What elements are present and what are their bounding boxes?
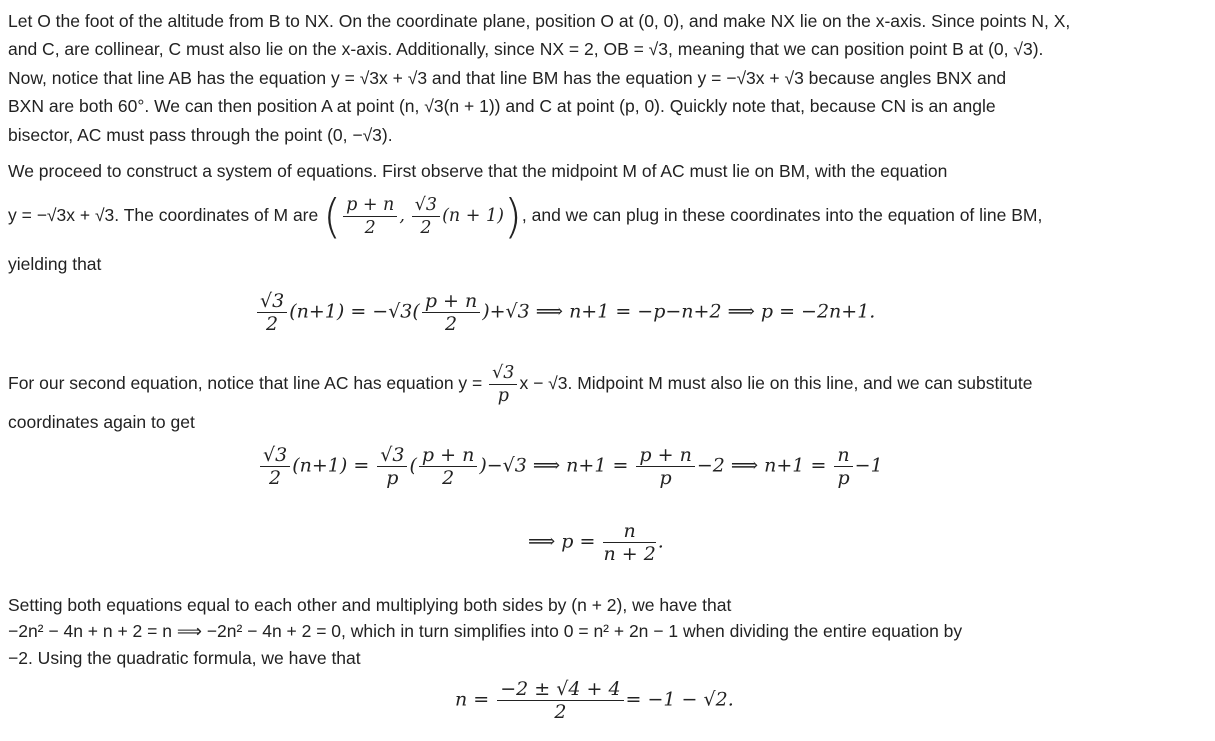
eq3-part-a: ⟹ p = [528,530,596,553]
paragraph-4-line-3: −2. Using the quadratic formula, we have that [8,648,361,668]
open-paren: ( [323,189,342,244]
m-coord-x-numerator: p + n [343,194,397,217]
eq2-num-1: √3 [260,444,290,467]
paragraph-2-line-2-text-b: , and we can plug in these coordinates into the equation of line BM, [521,205,1043,225]
eq4-numerator: −2 ± √4 + 4 [497,678,623,701]
ac-slope-denominator: p [497,385,509,406]
paragraph-4-line-1: Setting both equations equal to each other and multiplying both sides by (n + 2), we have that [8,595,732,615]
eq2-num-5: n [834,444,852,467]
eq1-pn-denominator: 2 [444,313,458,335]
ac-slope-numerator: √3 [489,362,517,385]
paragraph-2-line-3: yielding that [8,254,102,274]
m-coord-y-tail: (n + 1) [442,206,504,226]
eq2-num-4: p + n [636,444,694,467]
eq3-fraction [603,520,655,565]
eq3-denominator: n + 2 [603,543,656,565]
paragraph-3-line-1-text-b: x − √3. Midpoint M must also lie on this line, and we can substitute [519,373,1033,393]
comma: , [399,206,405,226]
eq2-num-2: √3 [377,444,407,467]
paragraph-2-line-2 [8,189,1043,244]
eq1-part-b: )+√3 ⟹ n+1 = −p−n+2 ⟹ p = −2n+1. [482,300,876,323]
eq1-part-a: (n+1) = −√3( [289,300,420,323]
eq1-numerator: √3 [257,290,287,313]
eq4-part-a: n = [455,688,490,711]
eq2-den-1: 2 [269,467,282,489]
eq2-fraction-n-over-p [834,444,852,489]
paragraph-1-line-3: Now, notice that line AB has the equation y = √3x + √3 and that line BM has the equation y = −√3x + √3 because angles BNX and [8,68,1007,88]
equation-3 [528,520,664,565]
eq2-den-3: 2 [442,467,455,489]
m-coord-y-fraction [412,194,440,239]
eq1-fraction-sqrt3-over-2 [257,290,287,335]
eq2-fraction-sqrt3-over-p [377,444,407,489]
eq3-numerator: n [603,520,655,543]
eq4-part-b: = −1 − √2. [625,688,734,711]
paragraph-3-line-1-text-a: For our second equation, notice that line AC has equation y = [8,373,483,393]
paragraph-3-line-2: coordinates again to get [8,412,195,432]
eq4-fraction [497,678,623,723]
eq2-part-d: −2 ⟹ n+1 = [696,454,827,477]
paragraph-1-line-4: BXN are both 60°. We can then position A at point (n, √3(n + 1)) and C at point (p, 0). Quickly note that, because CN is an angle [8,96,996,116]
eq2-part-c: )−√3 ⟹ n+1 = [479,454,629,477]
eq2-fraction-sqrt3-over-2 [260,444,290,489]
m-coord-y-denominator: 2 [420,217,432,238]
eq2-den-2: p [386,467,399,489]
equation-1 [255,290,875,335]
m-coord-x-fraction [343,194,397,239]
eq3-period: . [657,530,664,553]
m-coord-x-denominator: 2 [364,217,376,238]
paragraph-1-line-2: and C, are collinear, C must also lie on the x-axis. Additionally, since NX = 2, OB = √3, meaning that we can position point B at (0, √3). [8,39,1044,59]
eq2-part-e: −1 [854,454,883,477]
eq1-pn-numerator: p + n [422,290,480,313]
eq1-denominator: 2 [266,313,279,335]
eq2-den-5: p [837,467,850,489]
paragraph-1-line-5: bisector, AC must pass through the point (0, −√3). [8,125,393,145]
m-coord-y-numerator: √3 [412,194,440,217]
eq2-num-3: p + n [419,444,477,467]
close-paren: ) [503,189,522,244]
paragraph-2-line-2-text-a: y = −√3x + √3. The coordinates of M are [8,205,319,225]
eq2-fraction-pn-over-p [636,444,694,489]
equation-2 [258,444,883,489]
eq4-denominator: 2 [554,701,567,723]
paragraph-3-line-1 [8,358,1032,408]
equation-4 [455,678,734,723]
eq2-den-4: p [659,467,672,489]
paragraph-2-line-1: We proceed to construct a system of equations. First observe that the midpoint M of AC must lie on BM, with the equation [8,161,948,181]
ac-slope-fraction [489,362,517,407]
eq2-part-b: ( [409,454,417,477]
paragraph-1-line-1: Let O the foot of the altitude from B to NX. On the coordinate plane, position O at (0, 0), and make NX lie on the x-axis. Since points N, X, [8,11,1071,31]
paragraph-4-line-2: −2n² − 4n + n + 2 = n ⟹ −2n² − 4n + 2 = 0, which in turn simplifies into 0 = n² + 2n − 1 when dividing the entire equation by [8,621,963,641]
eq1-fraction-pn-over-2 [422,290,480,335]
eq2-fraction-pn-over-2 [419,444,477,489]
eq2-part-a: (n+1) = [292,454,370,477]
